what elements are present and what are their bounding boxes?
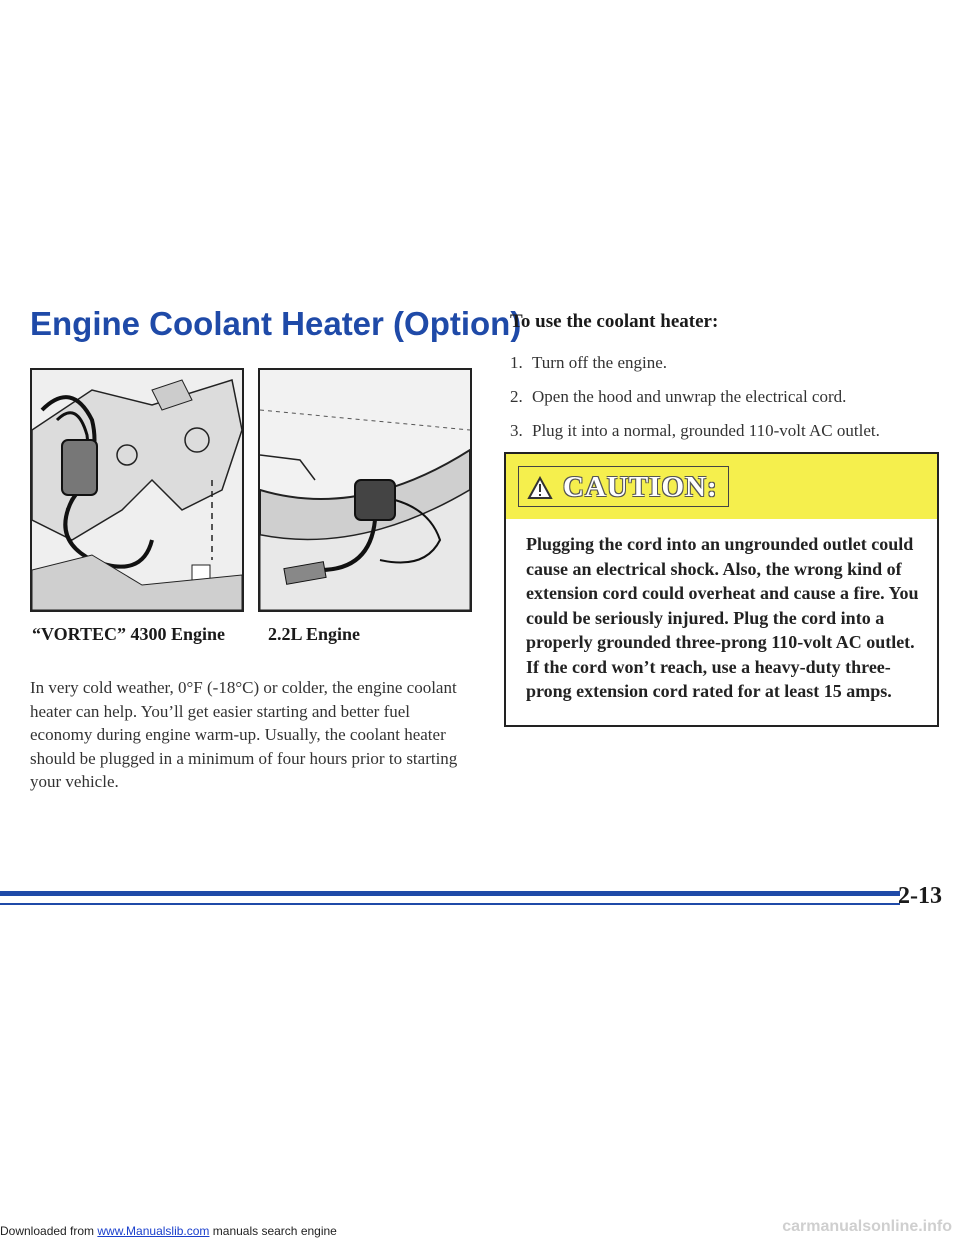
- page-number: 2-13: [898, 883, 942, 909]
- step-number: 3.: [510, 421, 523, 440]
- instructions-list: [510, 346, 880, 448]
- footer-suffix: manuals search engine: [209, 1224, 337, 1238]
- warning-triangle-icon: [527, 476, 553, 500]
- step-text: Plug it into a normal, grounded 110-volt AC outlet.: [532, 421, 880, 440]
- footer-rule-thin: [0, 903, 900, 905]
- figure-caption-22l: 2.2L Engine: [268, 624, 361, 644]
- 22l-engine-illustration: [258, 368, 472, 612]
- list-item: [510, 414, 880, 448]
- caution-box: [504, 452, 939, 727]
- footer-prefix: Downloaded from: [0, 1224, 98, 1238]
- step-text: Open the hood and unwrap the electrical cord.: [532, 387, 847, 406]
- caution-header: [506, 454, 937, 519]
- vortec-engine-illustration: [30, 368, 244, 612]
- watermark: carmanualsonline.info: [782, 1218, 952, 1235]
- instructions-heading: To use the coolant heater:: [510, 311, 719, 332]
- caution-label-frame: [518, 466, 729, 507]
- footer-rule-thick: [0, 891, 900, 896]
- page-title: Engine Coolant Heater (Option): [30, 305, 522, 342]
- download-footer: [0, 1224, 337, 1238]
- manualslib-link[interactable]: www.Manualslib.com: [97, 1224, 210, 1238]
- list-item: [510, 346, 880, 380]
- body-paragraph: In very cold weather, 0°F (-18°C) or colder, the engine coolant heater can help. You’ll get easier starting and better fuel economy during engine warm-up. Usually, the coolant heater should be plugged in a minimum of four hours prior to starting your vehicle.: [30, 678, 458, 791]
- step-number: 1.: [510, 353, 523, 372]
- list-item: [510, 380, 880, 414]
- step-number: 2.: [510, 387, 523, 406]
- step-text: Turn off the engine.: [532, 353, 668, 372]
- figure-caption-vortec: “VORTEC” 4300 Engine: [32, 624, 226, 644]
- caution-text: Plugging the cord into an ungrounded outlet could cause an electrical shock. Also, the wrong kind of extension cord could overheat and cause a fire. You could be seriously injured. Plug the cord into a properly grounded three-prong 110-volt AC outlet. If the cord won’t reach, use a heavy-duty three-prong extension cord rated for at least 15 amps.: [526, 534, 919, 701]
- caution-label: CAUTION:: [563, 471, 718, 503]
